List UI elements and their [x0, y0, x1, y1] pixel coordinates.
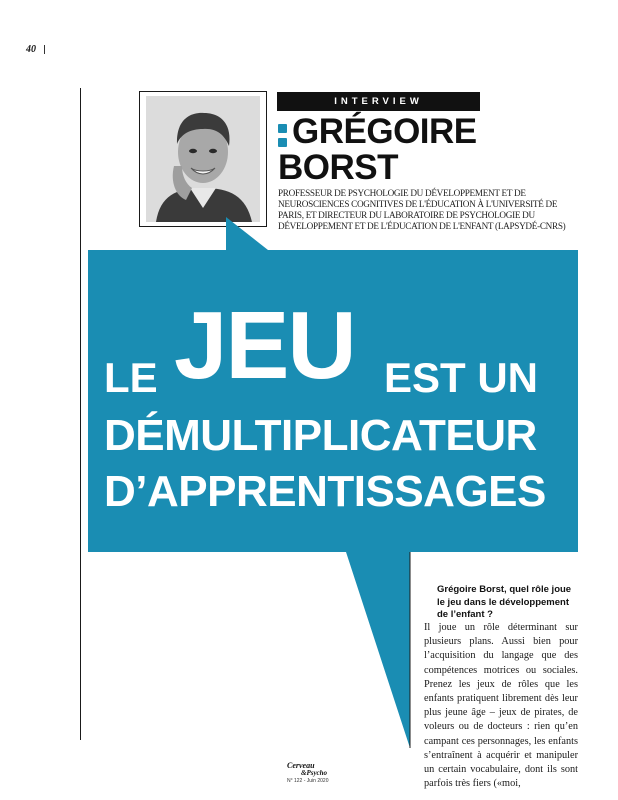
interview-question: Grégoire Borst, quel rôle joue le jeu dans le développement de l’enfant ?	[437, 584, 572, 620]
interviewee-last-name: BORST	[278, 148, 398, 187]
interview-kicker: INTERVIEW	[277, 92, 480, 111]
footer-issue: N° 122 - Juin 2020	[287, 778, 329, 784]
footer-logo-line1: Cerveau	[287, 761, 315, 770]
page-number: 40	[26, 44, 36, 55]
interviewee-first-name: GRÉGOIRE	[292, 112, 477, 151]
headline-le: LE	[104, 354, 158, 401]
interview-answer: Il joue un rôle déterminant sur plusieurs plans. Aussi bien pour l’acquisition du langage que des compétences motrices ou sociales. Prenez les jeux de rôles que les enfants pratiquent librement dès leur plus jeune âge – jeux de pirates, de voleurs ou de docteurs : rien qu’en campant ces personnages, les enfants s’entraînent à acquérir et manipuler un certain vocabulaire, dont ils sont parfois très fiers («moi,	[424, 622, 578, 790]
headline-line2: DÉMULTIPLICATEUR	[104, 411, 537, 460]
headline-jeu: JEU	[174, 292, 355, 399]
footer-logo-line2: &Psycho	[301, 769, 328, 777]
headline-line3: D’APPRENTISSAGES	[104, 467, 546, 516]
interviewee-subtitle: PROFESSEUR DE PSYCHOLOGIE DU DÉVELOPPEMENT ET DE NEUROSCIENCES COGNITIVES DE L'ÉDUCATION À L'UNIVERSITÉ DE PARIS, ET DIRECTEUR DU LABORATOIRE DE PSYCHOLOGIE DU DÉVELOPPEMENT ET DE L'ÉDUCATION DE L'ENFANT (LAPSYDÉ-CNRS)	[278, 188, 566, 231]
headline-est-un: EST UN	[384, 354, 539, 401]
